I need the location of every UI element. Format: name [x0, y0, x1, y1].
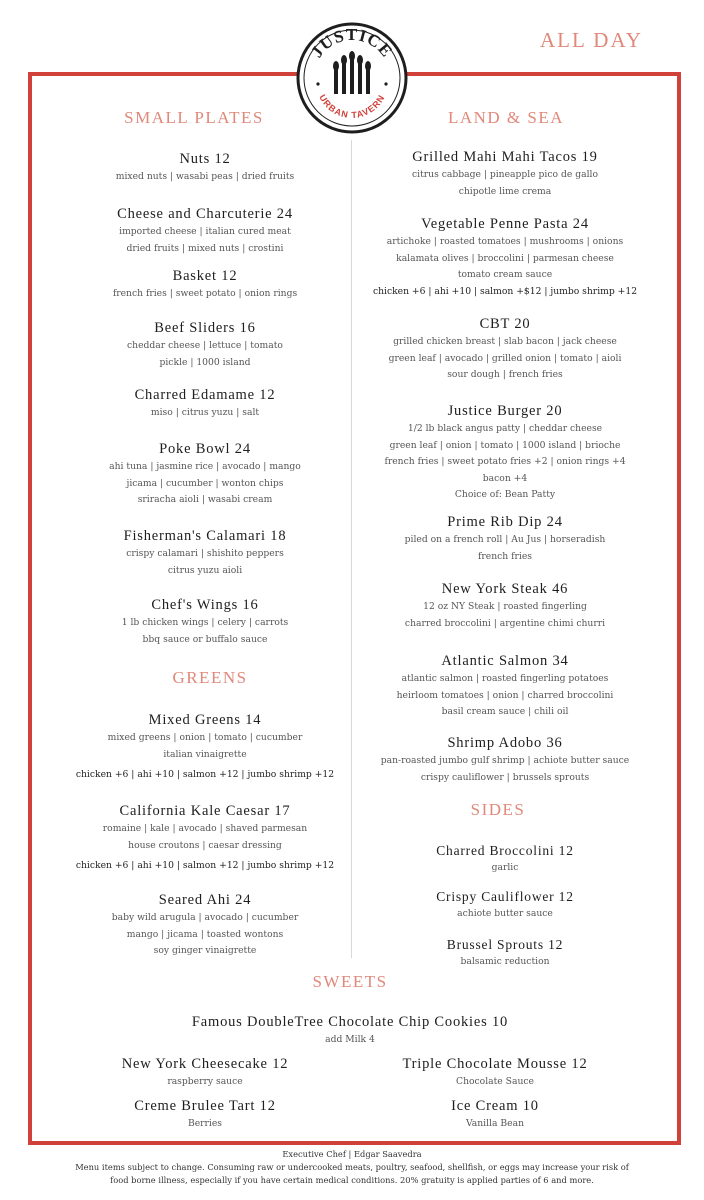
item-desc: soy ginger vinaigrette	[153, 945, 257, 956]
menu-item-mahi-tacos	[360, 148, 650, 200]
item-desc: crispy cauliflower | brussels sprouts	[420, 771, 590, 783]
item-desc: tomato cream sauce	[457, 269, 553, 280]
menu-item-beef-sliders	[60, 319, 350, 371]
logo-sub: URBAN TAVERN	[317, 92, 387, 121]
menu-item-cbt	[360, 315, 650, 384]
item-name: Grilled Mahi Mahi Tacos 19	[412, 149, 598, 165]
disclaimer-line-2: food borne illness, especially if you have certain medical conditions. 20% gratuity is applied parties of 6 and more.	[110, 1175, 594, 1185]
item-desc: heirloom tomatoes | onion | charred broccolini	[396, 689, 614, 701]
all-day-label: ALL DAY	[540, 28, 643, 52]
item-desc: ahi tuna | jasmine rice | avocado | mango	[109, 461, 301, 472]
item-desc: cheddar cheese | lettuce | tomato	[127, 340, 283, 351]
item-desc: sour dough | french fries	[447, 369, 563, 380]
menu-item-brussel-sprouts	[360, 935, 650, 971]
menu-item-shrimp-adobo	[360, 734, 650, 786]
item-name: California Kale Caesar 17	[119, 803, 291, 819]
item-desc: basil cream sauce | chili oil	[441, 706, 569, 717]
item-desc: baby wild arugula | avocado | cucumber	[111, 912, 299, 923]
item-desc: pan-roasted jumbo gulf shrimp | achiote butter sauce	[380, 755, 630, 766]
item-name: Brussel Sprouts 12	[446, 937, 564, 952]
item-name: Mixed Greens 14	[148, 712, 262, 728]
item-desc: italian vinaigrette	[163, 748, 247, 760]
column-divider	[351, 140, 352, 958]
item-desc: chipotle lime crema	[458, 185, 552, 197]
item-desc: french fries	[477, 550, 532, 562]
item-desc: atlantic salmon | roasted fingerling potatoes	[401, 673, 609, 684]
item-name: Creme Brulee Tart 12	[134, 1098, 276, 1114]
section-greens: GREENS	[172, 668, 248, 687]
item-addons: chicken +6 | ahi +10 | salmon +12 | jumbo shrimp +12	[75, 769, 335, 780]
item-desc: imported cheese | italian cured meat	[119, 226, 291, 237]
item-name: Seared Ahi 24	[158, 892, 252, 908]
item-desc: 1 lb chicken wings | celery | carrots	[121, 617, 289, 628]
item-desc: citrus yuzu aioli	[167, 564, 243, 576]
item-name: Cheese and Charcuterie 24	[117, 206, 293, 222]
item-desc: sriracha aioli | wasabi cream	[137, 494, 273, 505]
item-desc: romaine | kale | avocado | shaved parmesan	[102, 823, 308, 834]
item-name: Atlantic Salmon 34	[441, 653, 569, 669]
item-name: Nuts 12	[179, 151, 231, 167]
menu-item-prime-rib	[360, 513, 650, 565]
item-desc: 1/2 lb black angus patty | cheddar cheese	[407, 423, 603, 434]
item-name: Famous DoubleTree Chocolate Chip Cookies 10	[191, 1014, 509, 1030]
item-desc: french fries | sweet potato | onion rings	[112, 288, 298, 299]
item-desc: dried fruits | mixed nuts | crostini	[126, 242, 284, 254]
item-desc: raspberry sauce	[167, 1076, 243, 1087]
item-desc: achiote butter sauce	[457, 908, 553, 919]
item-desc: add Milk 4	[325, 1034, 375, 1045]
item-desc: Chocolate Sauce	[456, 1076, 534, 1087]
menu-item-penne-pasta	[360, 215, 650, 300]
section-land-sea: LAND & SEA	[447, 108, 565, 127]
disclaimer-line-1: Menu items subject to change. Consuming raw or undercooked meats, poultry, seafood, shellfish, or eggs may increase your risk of	[75, 1162, 629, 1172]
item-desc: green leaf | onion | tomato | 1000 island | brioche	[389, 439, 621, 451]
item-desc: french fries | sweet potato fries +2 | onion rings +4	[384, 456, 626, 467]
item-desc: Berries	[187, 1118, 223, 1129]
item-name: Prime Rib Dip 24	[447, 514, 563, 530]
item-name: Basket 12	[172, 268, 238, 284]
item-name: Fisherman's Calamari 18	[123, 528, 287, 544]
menu-item-nuts	[60, 150, 350, 186]
item-desc: balsamic reduction	[460, 956, 550, 967]
menu-item-cheese	[60, 205, 350, 257]
executive-chef: Executive Chef | Edgar Saavedra	[282, 1149, 422, 1159]
section-sweets: SWEETS	[312, 972, 388, 991]
menu-item-seared-ahi	[60, 891, 350, 960]
item-name: Charred Edamame 12	[134, 387, 276, 403]
item-desc: charred broccolini | argentine chimi churri	[404, 617, 606, 629]
item-desc: bbq sauce or buffalo sauce	[142, 633, 268, 645]
item-desc: Vanilla Bean	[466, 1118, 524, 1129]
item-desc: jicama | cucumber | wonton chips	[126, 477, 284, 489]
item-desc: Choice of: Bean Patty	[454, 489, 556, 500]
item-desc: mixed nuts | wasabi peas | dried fruits	[115, 171, 295, 182]
footer	[0, 1148, 704, 1187]
logo-name: JUSTICE	[307, 24, 397, 62]
item-name: Charred Broccolini 12	[436, 843, 574, 858]
item-desc: artichoke | roasted tomatoes | mushrooms | onions	[386, 236, 624, 247]
item-name: Poke Bowl 24	[159, 441, 251, 457]
item-desc: green leaf | avocado | grilled onion | tomato | aioli	[388, 352, 622, 364]
item-desc: kalamata olives | broccolini | parmesan cheese	[396, 252, 614, 264]
item-desc: bacon +4	[482, 472, 528, 484]
item-name: New York Cheesecake 12	[121, 1056, 289, 1072]
item-desc: garlic	[491, 862, 519, 873]
item-desc: citrus cabbage | pineapple pico de gallo	[412, 169, 598, 180]
menu-item-basket	[60, 267, 350, 303]
item-name: Crispy Cauliflower 12	[436, 889, 574, 904]
menu-item-broccolini	[360, 841, 650, 877]
item-desc: miso | citrus yuzu | salt	[150, 407, 260, 418]
menu-item-atlantic-salmon	[360, 652, 650, 721]
item-name: Vegetable Penne Pasta 24	[421, 216, 589, 232]
item-desc: pickle | 1000 island	[159, 356, 251, 368]
menu-item-mixed-greens	[60, 711, 350, 784]
menu-item-kale-caesar	[60, 802, 350, 875]
item-name: Justice Burger 20	[447, 403, 563, 419]
menu-item-mousse	[360, 1055, 630, 1091]
menu-item-ice-cream	[360, 1097, 630, 1133]
menu-item-cauliflower	[360, 887, 650, 923]
item-desc: crispy calamari | shishito peppers	[126, 548, 284, 559]
item-desc: mixed greens | onion | tomato | cucumber	[107, 732, 303, 743]
item-name: Ice Cream 10	[451, 1098, 539, 1114]
item-addons: chicken +6 | ahi +10 | salmon +12 | jumbo shrimp +12	[75, 860, 335, 871]
section-sides: SIDES	[470, 800, 526, 819]
item-name: New York Steak 46	[441, 581, 569, 597]
menu-item-edamame	[60, 386, 350, 422]
item-name: CBT 20	[479, 316, 531, 332]
menu-item-cookies	[60, 1013, 640, 1049]
menu-item-justice-burger	[360, 402, 650, 504]
item-name: Triple Chocolate Mousse 12	[402, 1056, 588, 1072]
item-desc: mango | jicama | toasted wontons	[126, 928, 284, 940]
menu-item-ny-steak	[360, 580, 650, 632]
item-desc: grilled chicken breast | slab bacon | jack cheese	[393, 336, 617, 347]
menu-item-creme-brulee	[70, 1097, 340, 1133]
menu-item-wings	[60, 596, 350, 648]
menu-item-poke-bowl	[60, 440, 350, 509]
menu-item-calamari	[60, 527, 350, 579]
item-name: Chef's Wings 16	[151, 597, 259, 613]
item-desc: piled on a french roll | Au Jus | horseradish	[404, 534, 606, 545]
item-name: Beef Sliders 16	[154, 320, 256, 336]
section-small-plates: SMALL PLATES	[124, 108, 264, 127]
menu-item-cheesecake	[70, 1055, 340, 1091]
item-desc: house croutons | caesar dressing	[128, 839, 282, 851]
item-addons: chicken +6 | ahi +10 | salmon +$12 | jumbo shrimp +12	[372, 285, 638, 297]
item-desc: 12 oz NY Steak | roasted fingerling	[423, 601, 587, 612]
item-name: Shrimp Adobo 36	[447, 735, 563, 751]
